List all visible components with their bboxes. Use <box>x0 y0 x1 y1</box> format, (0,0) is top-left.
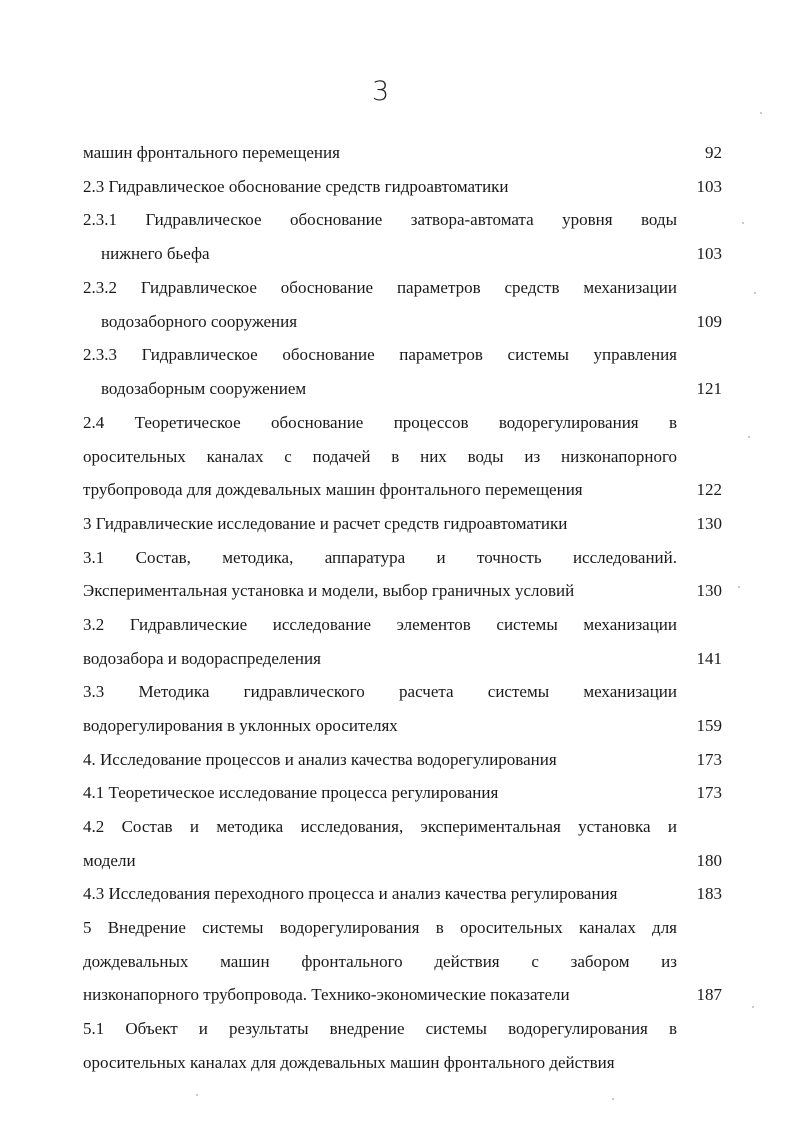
toc-page-number: 103 <box>696 244 722 263</box>
toc-line: 4.3 Исследования переходного процесса и анализ качества регулирования <box>83 884 618 903</box>
toc-page-number: 122 <box>696 480 722 499</box>
toc-line: 2.3.3 Гидравлическое обоснование параметров системы управления <box>83 345 677 364</box>
toc-line: 2.3 Гидравлическое обоснование средств гидроавтоматики <box>83 177 509 196</box>
toc-line: 2.4 Теоретическое обоснование процессов водорегулирования в <box>83 413 677 432</box>
toc-page-number: 173 <box>696 750 722 769</box>
toc-line: водозаборного сооружения <box>101 312 298 331</box>
toc-line: водорегулирования в уклонных оросителях <box>83 716 398 735</box>
toc-page-number: 141 <box>696 649 722 668</box>
toc-page-number: 130 <box>696 581 722 600</box>
scan-speck <box>612 1098 614 1100</box>
toc-line: 5 Внедрение системы водорегулирования в оросительных каналах для <box>83 918 677 937</box>
scan-speck <box>760 112 762 114</box>
scan-speck <box>752 1006 754 1008</box>
page-number: 3 <box>372 76 391 107</box>
toc-line: низконапорного трубопровода. Технико-экономические показатели <box>83 985 570 1004</box>
toc-line: 4.2 Состав и методика исследования, экспериментальная установка и <box>83 817 677 836</box>
toc-line: 2.3.1 Гидравлическое обоснование затвора-автомата уровня воды <box>83 210 677 229</box>
toc-page-number: 187 <box>696 985 722 1004</box>
toc-line: дождевальных машин фронтального действия с забором из <box>83 952 677 971</box>
toc-line: оросительных каналах с подачей в них воды из низконапорного <box>83 447 677 466</box>
toc-page-number: 92 <box>705 143 722 162</box>
toc-page-number: 180 <box>696 851 722 870</box>
toc-page-number: 159 <box>696 716 722 735</box>
toc-page-number: 103 <box>696 177 722 196</box>
toc-line: 4.1 Теоретическое исследование процесса регулирования <box>83 783 499 802</box>
toc-page-number: 173 <box>696 783 722 802</box>
toc-line: 3.1 Состав, методика, аппаратура и точность исследований. <box>83 548 677 567</box>
scan-speck <box>742 222 744 224</box>
toc-line: водозабора и водораспределения <box>83 649 321 668</box>
toc-line: модели <box>83 851 136 870</box>
toc-line: 3.2 Гидравлические исследование элементов системы механизации <box>83 615 677 634</box>
scan-speck <box>754 292 756 294</box>
toc-page-number: 130 <box>696 514 722 533</box>
toc-line: 4. Исследование процессов и анализ качества водорегулирования <box>83 750 557 769</box>
toc-line: машин фронтального перемещения <box>83 143 340 162</box>
toc-line: 3.3 Методика гидравлического расчета системы механизации <box>83 682 677 701</box>
toc-page-number: 121 <box>696 379 722 398</box>
toc-line: Экспериментальная установка и модели, выбор граничных условий <box>83 581 575 600</box>
scan-speck <box>738 586 740 588</box>
toc-page-number: 183 <box>696 884 722 903</box>
scan-speck <box>196 1094 198 1096</box>
scan-speck <box>748 436 750 438</box>
toc-line: 2.3.2 Гидравлическое обоснование параметров средств механизации <box>83 278 677 297</box>
toc-line: водозаборным сооружением <box>101 379 307 398</box>
toc-line: нижнего бьефа <box>101 244 210 263</box>
toc-line: 5.1 Объект и результаты внедрение системы водорегулирования в <box>83 1019 677 1038</box>
toc-page-number: 109 <box>696 312 722 331</box>
toc-line: 3 Гидравлические исследование и расчет средств гидроавтоматики <box>83 514 568 533</box>
toc-line: оросительных каналах для дождевальных машин фронтального действия <box>83 1053 615 1072</box>
toc-line: трубопровода для дождевальных машин фронтального перемещения <box>83 480 583 499</box>
